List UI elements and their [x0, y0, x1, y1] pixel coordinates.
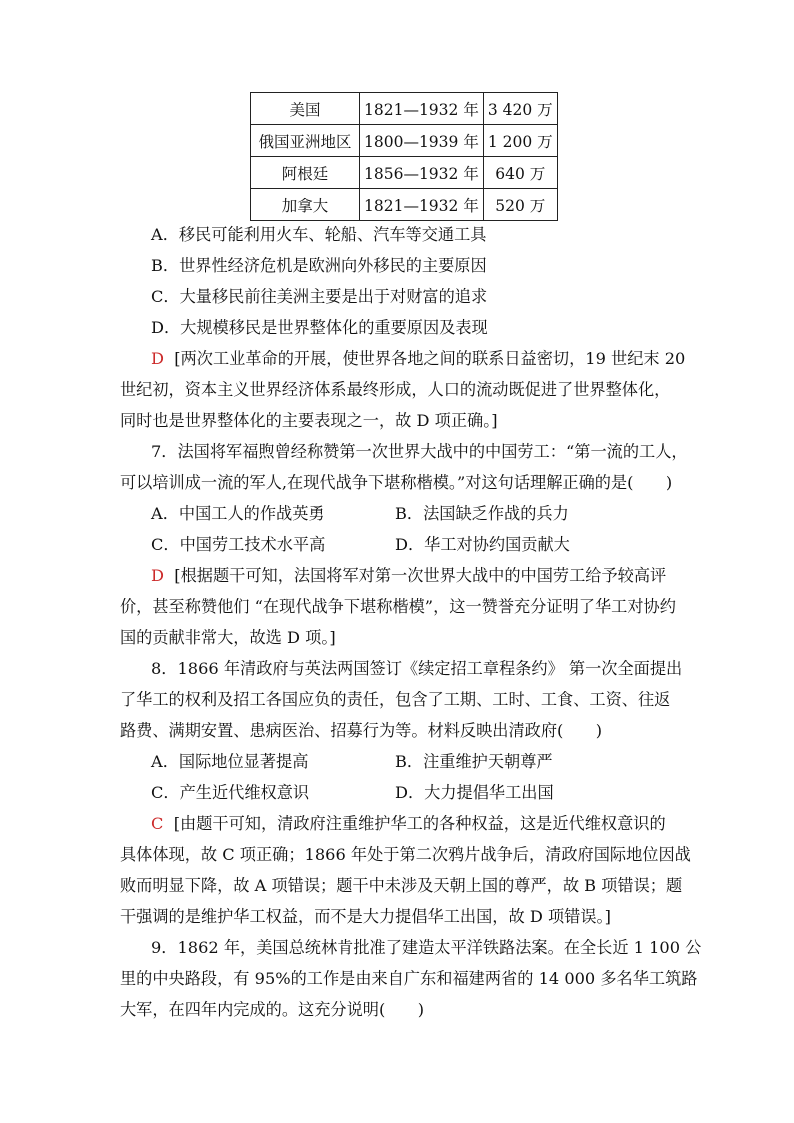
- table-cell: 3 420 万: [483, 93, 557, 125]
- table-cell: 640 万: [483, 157, 557, 189]
- table-row: [251, 189, 558, 221]
- q8-explanation-3: 败而明显下降，故 A 项错误；题干中未涉及天朝上国的尊严，故 B 项错误；题: [120, 876, 683, 895]
- table-row: [251, 93, 558, 125]
- q8-answer-line: [151, 813, 666, 835]
- q7-option-d: D．华工对协约国贡献大: [395, 535, 570, 554]
- q7-explanation-3: 国的贡献非常大，故选 D 项。]: [120, 628, 336, 647]
- table-cell: 俄国亚洲地区: [251, 125, 360, 157]
- q8-explanation-4: 干强调的是维护华工权益，而不是大力提倡华工出国，故 D 项错误。]: [120, 907, 611, 926]
- q6-explanation-2: 世纪初，资本主义世界经济体系最终形成，人口的流动既促进了世界整体化，: [120, 380, 671, 399]
- table-cell: 1821—1932 年: [360, 93, 484, 125]
- table-cell: 520 万: [483, 189, 557, 221]
- table-row: [251, 157, 558, 189]
- q8-stem-2: 了华工的权利及招工各国应负的责任，包含了工期、工时、工食、工资、往返: [120, 690, 671, 709]
- q6-option-b: B．世界性经济危机是欧洲向外移民的主要原因: [151, 256, 487, 275]
- q9-stem-3: 大军，在四年内完成的。这充分说明( ): [120, 1000, 425, 1019]
- q8-option-d: D．大力提倡华工出国: [395, 783, 554, 802]
- table-cell: 1 200 万: [483, 125, 557, 157]
- table-cell: 1821—1932 年: [360, 189, 484, 221]
- q8-explanation-2: 具体体现，故 C 项正确；1866 年处于第二次鸦片战争后，清政府国际地位因战: [120, 845, 691, 864]
- q7-stem-1: 7．法国将军福煦曾经称赞第一次世界大战中的中国劳工：“第一流的工人，: [151, 442, 688, 461]
- q6-answer-line: [151, 348, 685, 370]
- q8-option-a: A．国际地位显著提高: [151, 752, 309, 771]
- q6-option-d: D．大规模移民是世界整体化的重要原因及表现: [151, 318, 488, 337]
- q6-option-a: A．移民可能利用火车、轮船、汽车等交通工具: [151, 225, 487, 244]
- q9-stem-1: 9．1862 年，美国总统林肯批准了建造太平洋铁路法案。在全长近 1 100 公: [151, 938, 702, 957]
- q6-explanation-3: 同时也是世界整体化的主要表现之一，故 D 项正确。]: [120, 411, 498, 430]
- q6-explanation-1: [两次工业革命的开展，使世界各地之间的联系日益密切，19 世纪末 20: [174, 349, 686, 368]
- table-row: [251, 125, 558, 157]
- q8-explanation-1: [由题干可知，清政府注重维护华工的各种权益，这是近代维权意识的: [173, 814, 666, 833]
- q8-answer: C: [151, 814, 164, 833]
- q6-answer: D: [151, 349, 164, 368]
- q8-stem-1: 8．1866 年清政府与英法两国签订《续定招工章程条约》 第一次全面提出: [151, 659, 683, 678]
- q7-answer-line: [151, 565, 666, 587]
- q6-option-c: C．大量移民前往美洲主要是出于对财富的追求: [151, 287, 488, 306]
- table-cell: 美国: [251, 93, 360, 125]
- q7-stem-2: 可以培训成一流的军人,在现代战争下堪称楷模。”对这句话理解正确的是( ): [120, 473, 673, 492]
- table-cell: 1856—1932 年: [360, 157, 484, 189]
- table-cell: 加拿大: [251, 189, 360, 221]
- q8-option-c: C．产生近代维权意识: [151, 783, 310, 802]
- q7-explanation-1: [根据题干可知，法国将军对第一次世界大战中的中国劳工给予较高评: [174, 566, 667, 585]
- table-cell: 阿根廷: [251, 157, 360, 189]
- table-cell: 1800—1939 年: [360, 125, 484, 157]
- q7-explanation-2: 价，甚至称赞他们 “在现代战争下堪称楷模”，这一赞誉充分证明了华工对协约: [120, 597, 676, 616]
- q9-stem-2: 里的中央路段，有 95%的工作是由来自广东和福建两省的 14 000 多名华工筑路: [120, 969, 698, 988]
- q8-option-b: B．注重维护天朝尊严: [395, 752, 553, 771]
- q7-answer: D: [151, 566, 164, 585]
- q7-option-b: B．法国缺乏作战的兵力: [395, 504, 569, 523]
- q8-stem-3: 路费、满期安置、患病医治、招募行为等。材料反映出清政府( ): [120, 721, 603, 740]
- migration-table: [250, 92, 558, 221]
- q7-option-a: A．中国工人的作战英勇: [151, 504, 325, 523]
- q7-option-c: C．中国劳工技术水平高: [151, 535, 326, 554]
